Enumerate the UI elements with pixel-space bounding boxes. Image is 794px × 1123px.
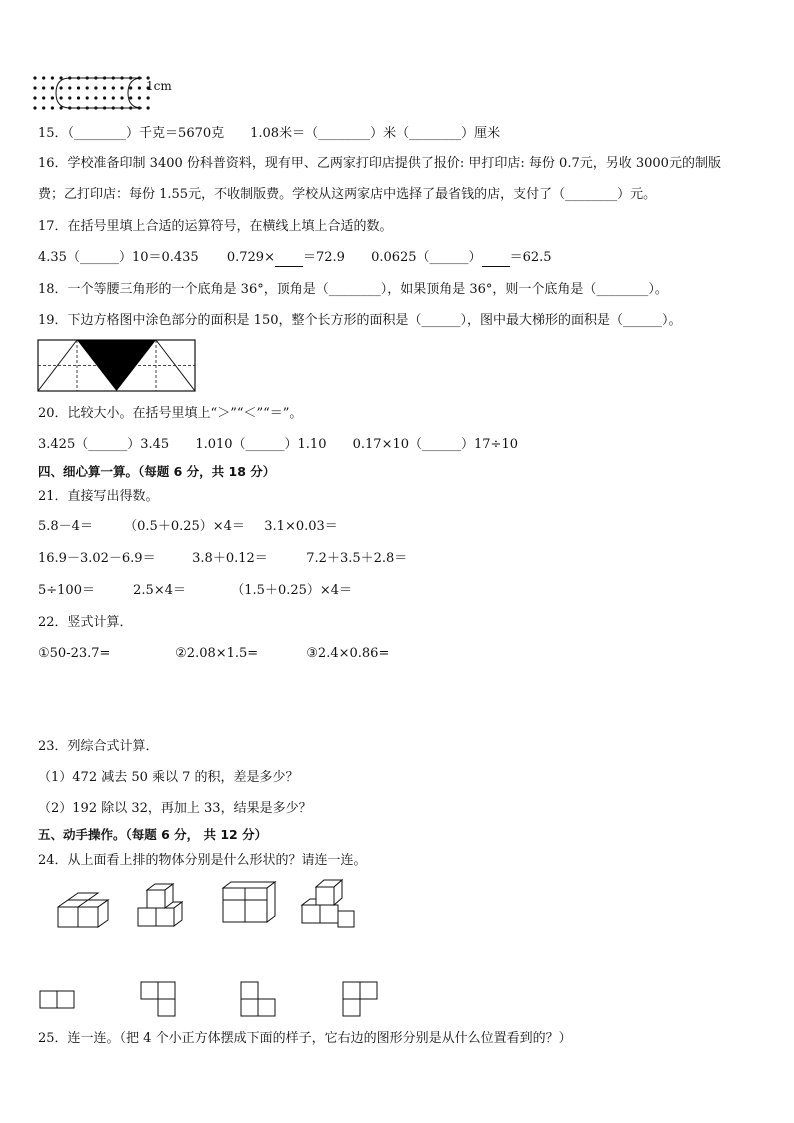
q21-item: 3.8＋0.12＝	[192, 551, 268, 566]
q21-item: 2.5×4＝	[133, 583, 186, 598]
q17-expr3-b: ＝62.5	[509, 250, 552, 265]
grid-dot	[94, 96, 97, 99]
q24-cube-figures	[50, 875, 370, 935]
question-21: 21．直接写出得数。	[38, 489, 159, 504]
question-20-compare	[38, 436, 518, 454]
grid-dot	[94, 86, 97, 89]
grid-dot	[86, 96, 89, 99]
q17-expr2-a: 0.729×	[226, 250, 275, 265]
question-15: 15．（________）千克＝5670克 1.08米＝（________）米（________）厘米	[38, 126, 501, 141]
grid-dot	[147, 106, 150, 109]
grid-dot	[33, 96, 36, 99]
q17-blank-2[interactable]	[275, 253, 303, 267]
grid-dot	[129, 96, 132, 99]
q24-top-views	[38, 980, 383, 1020]
dot-grid-figure	[30, 74, 155, 116]
grid-dot	[112, 86, 115, 89]
q21-row-3	[38, 582, 352, 600]
q17-expr2-b: ＝72.9	[302, 250, 345, 265]
grid-dot	[120, 86, 123, 89]
grid-dot	[60, 86, 63, 89]
q20-compare-1: 3.425（______）3.45	[38, 437, 170, 452]
grid-dot	[112, 96, 115, 99]
question-20: 20．比较大小。在括号里填上“＞”“＜”“＝”。	[38, 406, 303, 421]
grid-dot	[42, 86, 45, 89]
grid-dot	[103, 86, 106, 89]
grid-dot	[77, 96, 80, 99]
grid-dot	[60, 96, 63, 99]
q17-blank-3[interactable]	[482, 253, 510, 267]
question-25: 25．连一连。（把 4 个小正方体摆成下面的样子，它右边的图形分别是从什么位置看到的？）	[38, 1031, 572, 1046]
question-23: 23．列综合式计算．	[38, 739, 159, 754]
question-18: 18．一个等腰三角形的一个底角是 36°，顶角是（________），如果顶角是 36°，则一个底角是（________）。	[38, 282, 668, 297]
grid-dot	[77, 86, 80, 89]
q22-items	[38, 645, 389, 663]
question-17: 17．在括号里填上合适的运算符号，在横线上填上合适的数。	[38, 219, 393, 234]
question-24: 24．从上面看上排的物体分别是什么形状的？请连一连。	[38, 853, 367, 868]
q21-item: （1.5＋0.25）×4＝	[231, 583, 353, 598]
q21-item: 5.8－4＝	[38, 519, 93, 534]
grid-dot	[138, 86, 141, 89]
question-17-expressions	[38, 249, 552, 267]
q20-compare-2: 1.010（______）1.10	[195, 437, 327, 452]
grid-dot	[147, 96, 150, 99]
q22-item: ③2.4×0.86=	[306, 646, 390, 661]
q21-row-2	[38, 550, 407, 568]
grid-dot	[33, 106, 36, 109]
q21-item: 3.1×0.03＝	[264, 519, 338, 534]
grid-dot	[129, 86, 132, 89]
grid-dot	[51, 96, 54, 99]
q21-item: （0.5＋0.25）×4＝	[124, 519, 245, 534]
grid-dot	[68, 96, 71, 99]
grid-dot	[42, 106, 45, 109]
grid-dot	[51, 76, 54, 79]
q19-grid-figure	[37, 339, 197, 393]
q22-item: ②2.08×1.5=	[175, 646, 259, 661]
grid-dot	[42, 96, 45, 99]
grid-dot	[42, 76, 45, 79]
q17-expr1: 4.35（______）10＝0.435	[38, 250, 199, 265]
grid-dot	[33, 76, 36, 79]
q17-expr3-a: 0.0625（______）	[371, 250, 482, 265]
question-23-part-2: （2）192 除以 32，再加上 33，结果是多少？	[38, 801, 312, 816]
q22-item: ①50-23.7=	[38, 646, 111, 661]
grid-dot	[51, 86, 54, 89]
q21-item: 7.2＋3.5＋2.8＝	[306, 551, 408, 566]
grid-dot	[33, 86, 36, 89]
grid-dot	[68, 86, 71, 89]
q20-compare-3: 0.17×10（______）17÷10	[352, 437, 518, 452]
question-23-part-1: （1）472 减去 50 乘以 7 的积，差是多少？	[38, 770, 299, 785]
q21-row-1	[38, 518, 338, 536]
question-16-line2: 费；乙打印店：每份 1.55元，不收制版费。学校从这两家店中选择了最省钱的店，支付了（________）元。	[38, 187, 657, 202]
question-19: 19．下边方格图中涂色部分的面积是 150，整个长方形的面积是（______），图中最大梯形的面积是（______）。	[38, 313, 682, 328]
section-5-title: 五、动手操作。（每题 6 分， 共 12 分）	[38, 827, 268, 842]
q21-item: 16.9－3.02－6.9＝	[38, 551, 156, 566]
grid-dot	[103, 96, 106, 99]
grid-dot	[86, 86, 89, 89]
grid-dot	[120, 96, 123, 99]
grid-dot	[138, 96, 141, 99]
q21-item: 5÷100＝	[38, 583, 95, 598]
question-22: 22．竖式计算．	[38, 615, 133, 630]
section-4-title: 四、细心算一算。（每题 6 分，共 18 分）	[38, 464, 276, 479]
grid-dot	[51, 106, 54, 109]
question-16-line1: 16．学校准备印制 3400 份科普资料，现有甲、乙两家打印店提供了报价: 甲打印店: 每份 0.7元，另收 3000元的制版	[38, 156, 721, 171]
unit-label: 1cm	[146, 79, 172, 93]
